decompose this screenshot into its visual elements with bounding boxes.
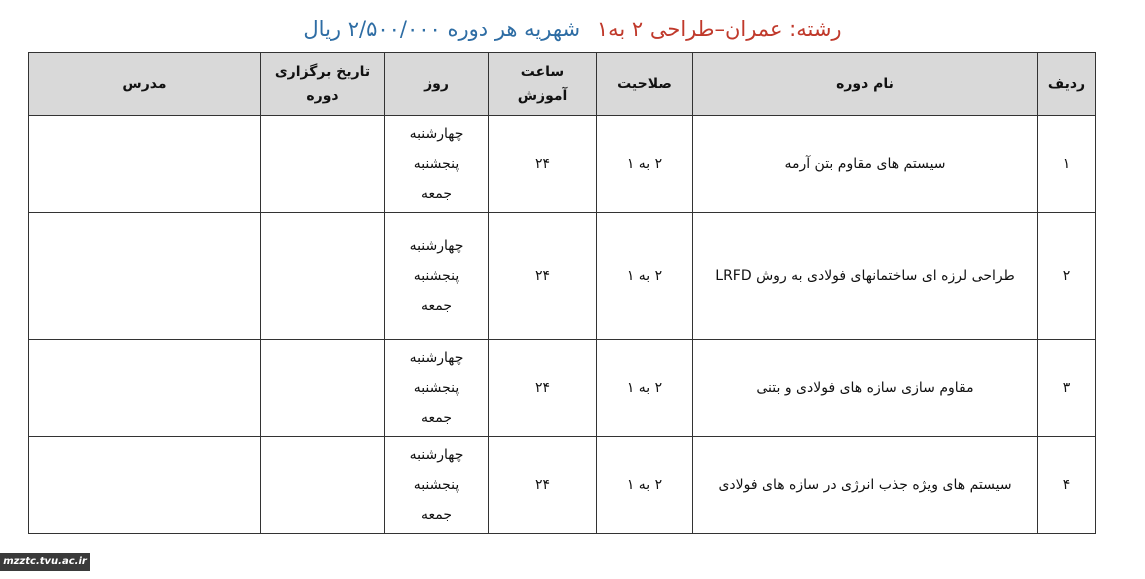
table-row [29, 437, 1096, 534]
cell-days [385, 340, 489, 437]
day-wednesday: چهارشنبه [409, 126, 464, 142]
header-instructor: مدرس [29, 53, 261, 116]
cell-course-name: سیستم های مقاوم بتن آرمه [693, 116, 1038, 213]
table-row [29, 340, 1096, 437]
day-friday: جمعه [420, 410, 452, 426]
cell-row-number: ۱ [1038, 116, 1096, 213]
cell-row-number: ۳ [1038, 340, 1096, 437]
cell-date [261, 116, 385, 213]
cell-hours: ۲۴ [489, 116, 597, 213]
cell-instructor [29, 340, 261, 437]
header-day: روز [385, 53, 489, 116]
cell-course-name: طراحی لرزه ای ساختمانهای فولادی به روش LRFD [693, 213, 1038, 340]
table-row [29, 116, 1096, 213]
cell-days [385, 213, 489, 340]
cell-instructor [29, 213, 261, 340]
day-thursday: پنجشنبه [413, 477, 460, 493]
cell-days [385, 116, 489, 213]
day-thursday: پنجشنبه [413, 380, 460, 396]
cell-date [261, 437, 385, 534]
header-course-name: نام دوره [693, 53, 1038, 116]
site-url-badge: mzztc.tvu.ac.ir [0, 553, 90, 571]
day-wednesday: چهارشنبه [409, 350, 464, 366]
day-wednesday: چهارشنبه [409, 238, 464, 254]
header-row-number: ردیف [1038, 53, 1096, 116]
title-field: رشته: عمران–طراحی ۲ به۱ [596, 17, 842, 41]
header-qualification: صلاحیت [597, 53, 693, 116]
cell-hours: ۲۴ [489, 437, 597, 534]
cell-hours: ۲۴ [489, 340, 597, 437]
cell-row-number: ۴ [1038, 437, 1096, 534]
cell-qualification: ۲ به ۱ [597, 116, 693, 213]
cell-hours: ۲۴ [489, 213, 597, 340]
day-wednesday: چهارشنبه [409, 447, 464, 463]
courses-table [28, 52, 1096, 534]
day-thursday: پنجشنبه [413, 268, 460, 284]
page-title [0, 14, 1145, 44]
day-friday: جمعه [420, 298, 452, 314]
header-hours: ساعت آموزش [489, 53, 597, 116]
cell-row-number: ۲ [1038, 213, 1096, 340]
day-friday: جمعه [420, 507, 452, 523]
table-row [29, 213, 1096, 340]
cell-days [385, 437, 489, 534]
cell-date [261, 213, 385, 340]
cell-instructor [29, 437, 261, 534]
header-date: تاریخ برگزاری دوره [261, 53, 385, 116]
cell-course-name: مقاوم سازی سازه های فولادی و بتنی [693, 340, 1038, 437]
day-thursday: پنجشنبه [413, 156, 460, 172]
cell-date [261, 340, 385, 437]
cell-course-name: سیستم های ویژه جذب انرژی در سازه های فولادی [693, 437, 1038, 534]
table-header-row [29, 53, 1096, 116]
cell-qualification: ۲ به ۱ [597, 340, 693, 437]
title-fee: شهریه هر دوره ۲/۵۰۰/۰۰۰ ریال [303, 17, 581, 41]
cell-qualification: ۲ به ۱ [597, 213, 693, 340]
cell-instructor [29, 116, 261, 213]
cell-qualification: ۲ به ۱ [597, 437, 693, 534]
day-friday: جمعه [420, 186, 452, 202]
